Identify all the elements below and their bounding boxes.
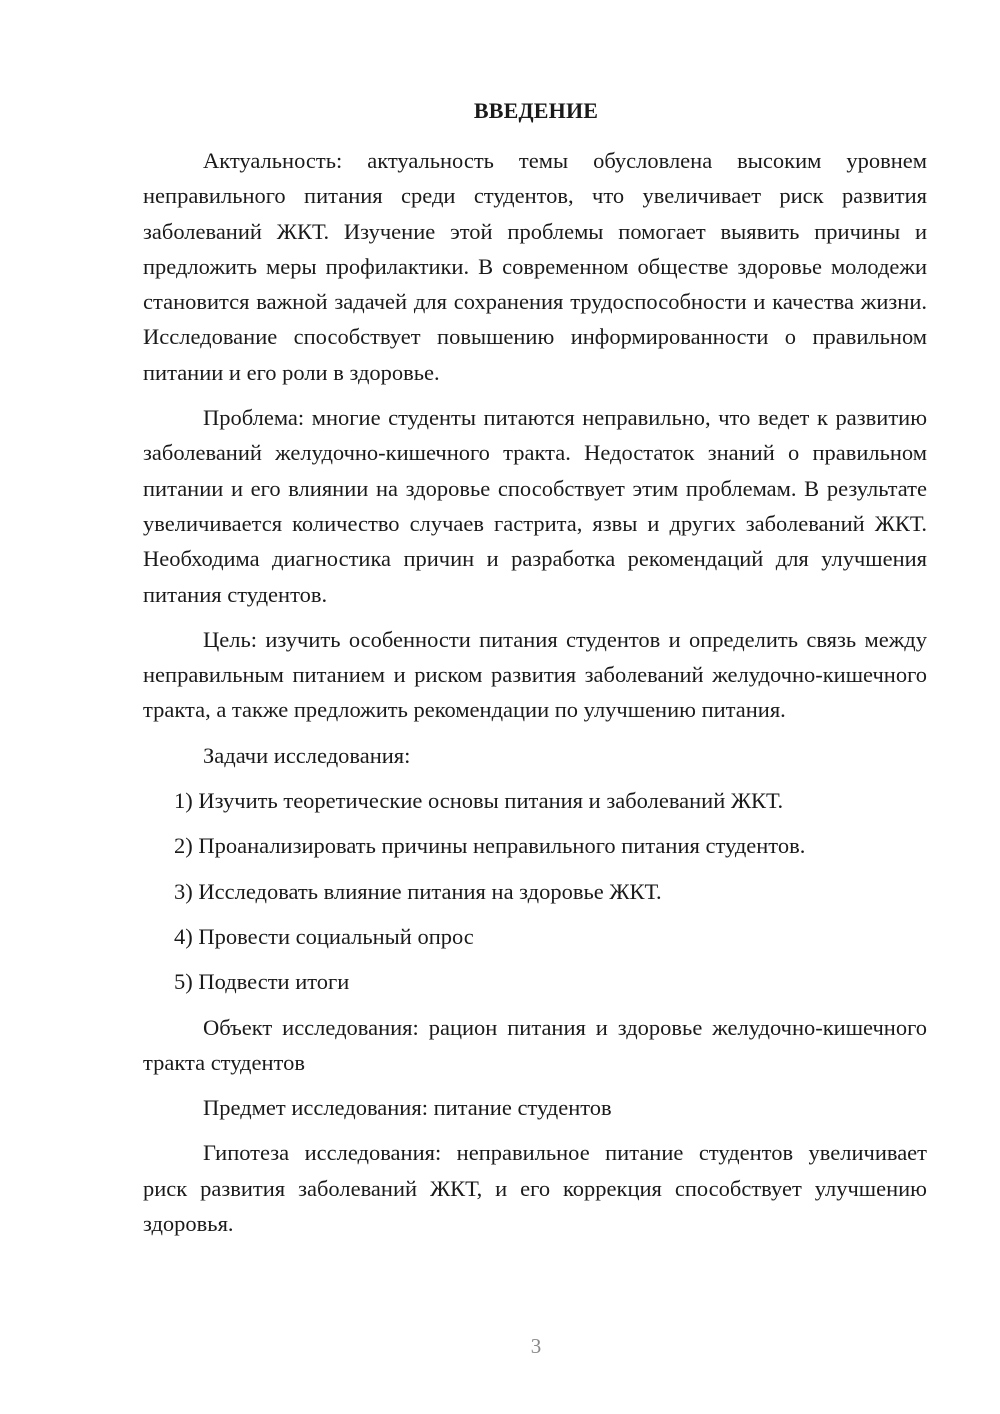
tasks-title: Задачи исследования: (203, 742, 411, 768)
task-item-2: 2) Проанализировать причины неправильного питания студентов. (174, 833, 806, 859)
paragraph-problem: Проблема: многие студенты питаются неправильно, что ведет к развитию заболеваний желудочно-кишечного тракта. Недостаток знаний о правильном питании и его влиянии на здоровье способствует этим проблемам. В результате увеличивается количество случаев гастрита, язвы и других заболеваний ЖКТ. Необходима диагностика причин и разработка рекомендаций для улучшения питания студентов. (143, 405, 927, 607)
document-body (143, 143, 927, 1241)
task-item-3: 3) Исследовать влияние питания на здоровье ЖКТ. (174, 878, 662, 904)
task-list (143, 783, 927, 999)
paragraph-object: Объект исследования: рацион питания и здоровье желудочно-кишечного тракта студентов (143, 1014, 927, 1075)
task-item-1: 1) Изучить теоретические основы питания и заболеваний ЖКТ. (174, 788, 784, 814)
paragraph-subject: Предмет исследования: питание студентов (203, 1095, 612, 1121)
task-item-5: 5) Подвести итоги (174, 969, 350, 995)
task-item-4: 4) Провести социальный опрос (174, 923, 474, 949)
page-number: 3 (530, 1334, 542, 1358)
section-heading: ВВЕДЕНИЕ (473, 98, 599, 123)
paragraph-relevance: Актуальность: актуальность темы обусловлена высоким уровнем неправильного питания среди студентов, что увеличивает риск развития заболеваний ЖКТ. Изучение этой проблемы помогает выявить причины и предложить меры профилактики. В современном обществе здоровье молодежи становится важной задачей для сохранения трудоспособности и качества жизни. Исследование способствует повышению информированности о правильном питании и его роли в здоровье. (143, 148, 927, 385)
paragraph-hypothesis: Гипотеза исследования: неправильное питание студентов увеличивает риск развития заболеваний ЖКТ, и его коррекция способствует улучшению здоровья. (143, 1140, 927, 1237)
paragraph-goal: Цель: изучить особенности питания студентов и определить связь между неправильным питанием и риском развития заболеваний желудочно-кишечного тракта, а также предложить рекомендации по улучшению питания. (143, 626, 927, 723)
